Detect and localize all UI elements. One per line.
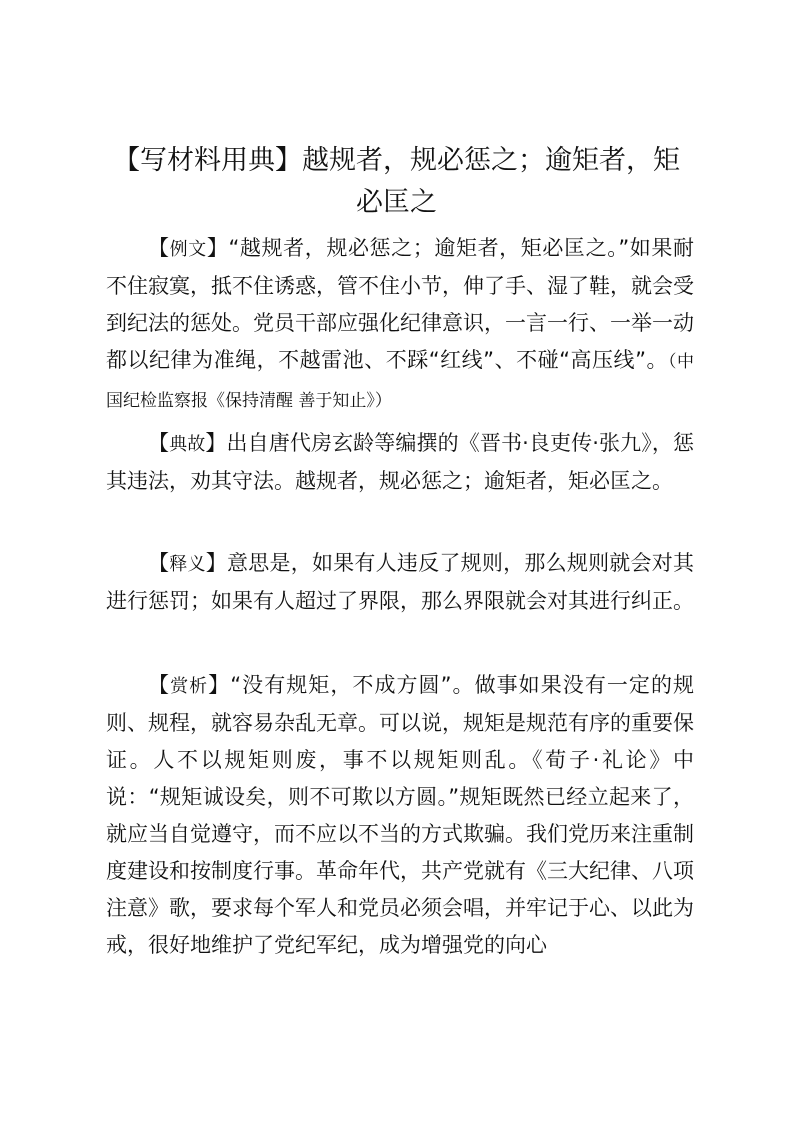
example-paragraph: [106, 230, 694, 420]
appreciation-paragraph: [106, 667, 694, 964]
section-label-allusion: 典故: [169, 434, 206, 455]
appreciation-text: “没有规矩，不成方圆”。做事如果没有一定的规则、规程，就容易杂乱无章。可以说，规矩是规范有序的重要保证。人不以规矩则废，事不以规矩则乱。《荀子·礼论》中说：“规矩诚设矣，则不可欺以方圆。”规矩既然已经立起来了，就应当自觉遵守，而不应以不当的方式欺骗。我们党历来注重制度建设和按制度行事。革命年代，共产党就有《三大纪律、八项注意》歌，要求每个军人和党员必须会唱，并牢记于心、以此为戒，很好地维护了党纪军纪，成为增强党的向心: [106, 673, 695, 957]
section-bracket-open: 【: [148, 236, 170, 260]
section-label-meaning: 释义: [169, 554, 206, 575]
meaning-text: 意思是，如果有人违反了规则，那么规则就会对其进行惩罚；如果有人超过了界限，那么界限就会对其进行纠正。: [106, 551, 695, 613]
example-source: （中国纪检监察报《保持清醒 善于知止》）: [106, 352, 695, 411]
example-text: “越规者，规必惩之；逾矩者，矩必匡之。”如果耐不住寂寞，抵不住诱惑，管不住小节，伸了手、湿了鞋，就会受到纪法的惩处。党员干部应强化纪律意识，一言一行、一举一动都以纪律为准绳，不越雷池、不踩“红线”、不碰“高压线”。: [106, 236, 695, 372]
section-bracket-close: 】: [205, 551, 227, 575]
page-title: 【写材料用典】越规者，规必惩之；逾矩者，矩必匡之: [113, 145, 680, 218]
section-bracket-close: 】: [208, 673, 231, 697]
section-bracket-open: 【: [148, 673, 171, 697]
section-label-example: 例文: [169, 239, 207, 260]
section-label-appreciation: 赏析: [170, 676, 209, 697]
meaning-paragraph: [106, 545, 694, 620]
section-bracket-open: 【: [148, 551, 170, 575]
section-bracket-close: 】: [205, 431, 227, 455]
allusion-paragraph: [106, 425, 694, 500]
allusion-text: 出自唐代房玄龄等编撰的《晋书·良吏传·张九》，惩其违法，劝其守法。越规者，规必惩之；逾矩者，矩必匡之。: [106, 431, 695, 493]
section-bracket-close: 】: [206, 236, 229, 260]
section-bracket-open: 【: [148, 431, 170, 455]
